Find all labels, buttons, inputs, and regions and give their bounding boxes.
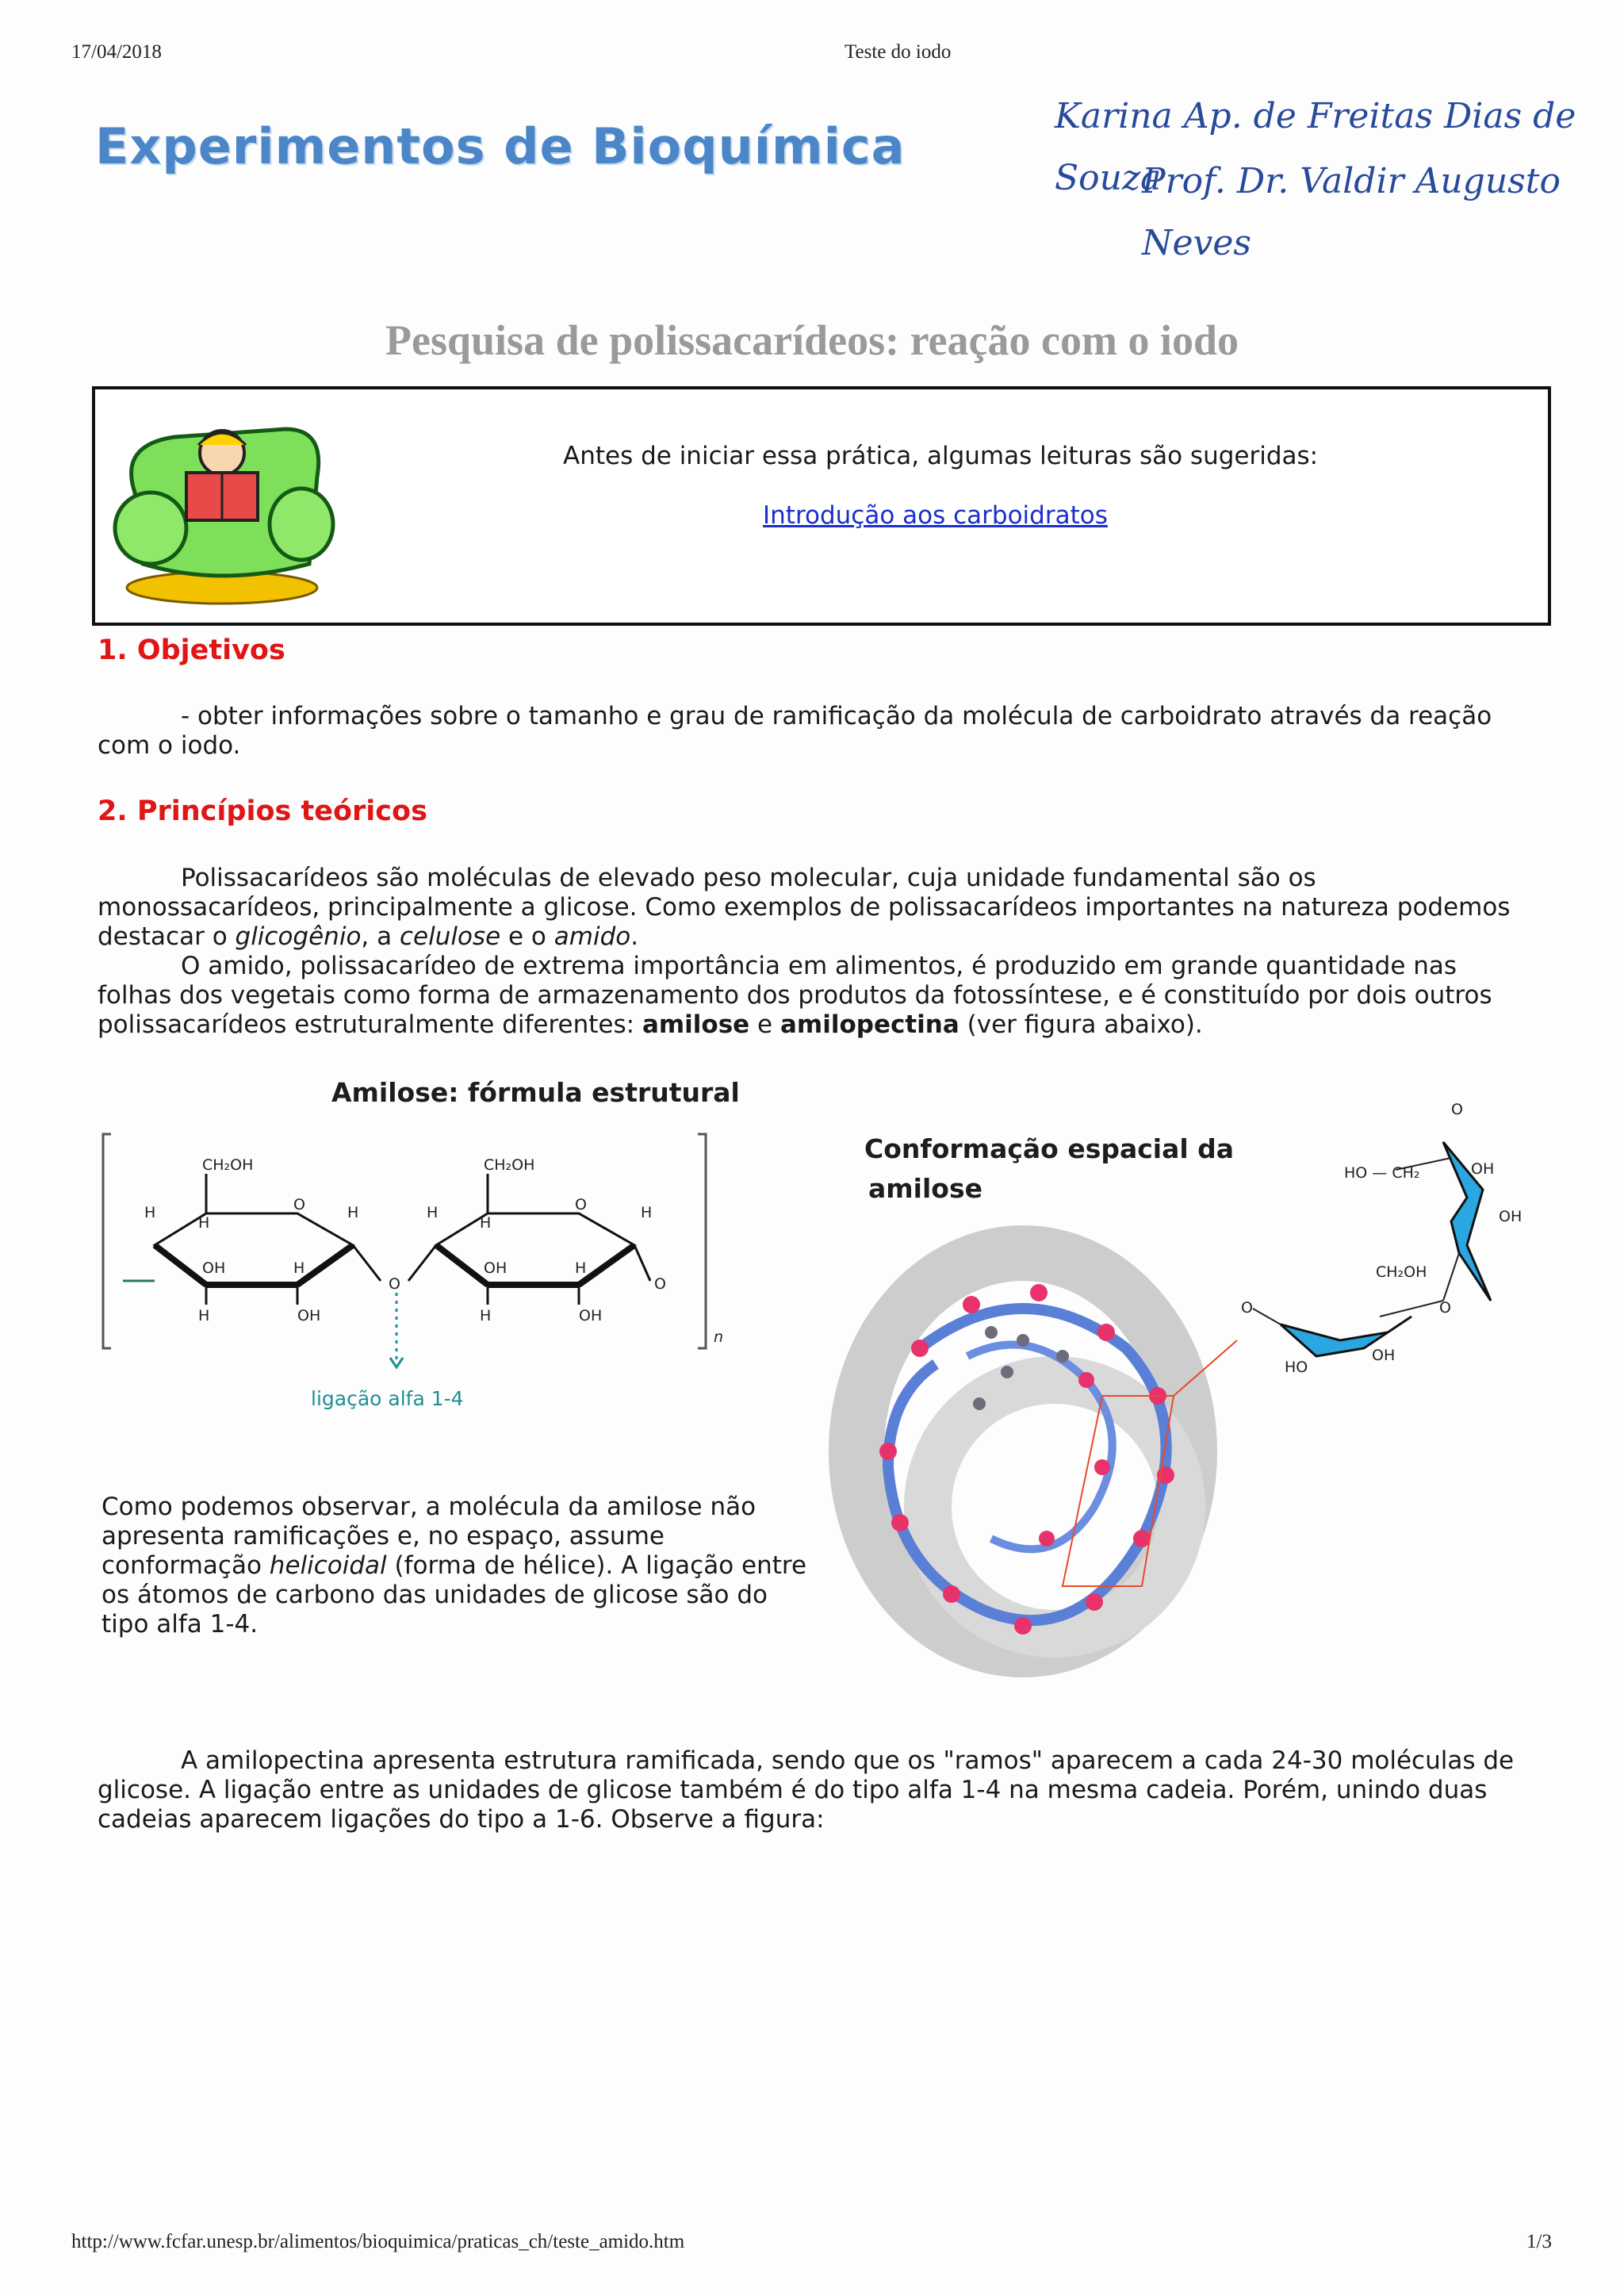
zoomed-glucose-units xyxy=(1241,1101,1522,1376)
ring-o-label: O xyxy=(293,1196,305,1213)
page-title: Pesquisa de polissacarídeos: reação com o iodo xyxy=(385,316,1239,364)
h-label: H xyxy=(480,1307,492,1324)
h-label: H xyxy=(347,1204,359,1221)
ch2oh-label: CH₂OH xyxy=(202,1156,254,1174)
reading-person-icon xyxy=(103,397,341,611)
h-label: H xyxy=(427,1204,439,1221)
objetivos-paragraph: - obter informações sobre o tamanho e grau de ramificação da molécula de carboidrato através da reação com o iodo. xyxy=(98,702,1492,760)
amylose-helix-figure xyxy=(825,1094,1538,1697)
ho-label: HO xyxy=(1285,1359,1308,1376)
helix-title-line-1: Conformação espacial da xyxy=(864,1133,1235,1164)
principios-paragraph-1: Polissacarídeos são moléculas de elevado peso molecular, cuja unidade fundamental são os monossacarídeos, principalmente a glicose. Como exemplos de polissacarídeos importantes na natureza podemos destacar o glicogênio, a celulose e o amido. xyxy=(98,864,1511,951)
ch2oh-label: CH₂OH xyxy=(1376,1263,1427,1281)
oh-label: OH xyxy=(1471,1160,1495,1178)
glucose-ring-1 xyxy=(144,1156,381,1324)
left-bracket xyxy=(103,1134,111,1348)
oh-label: OH xyxy=(202,1259,226,1277)
h-label: H xyxy=(575,1259,587,1277)
h-label: H xyxy=(198,1307,210,1324)
ring-o-label: O xyxy=(575,1196,587,1213)
h-label: H xyxy=(293,1259,305,1277)
oh-label: OH xyxy=(579,1307,603,1324)
author-1: Karina Ap. de Freitas Dias de Souza xyxy=(1055,96,1576,198)
author-2: Prof. Dr. Valdir Augusto Neves xyxy=(1142,161,1561,263)
glycosidic-o-label: O xyxy=(389,1275,400,1293)
carbohydrates-intro-link[interactable]: Introdução aos carboidratos xyxy=(763,501,1108,530)
ch2oh-label: CH₂OH xyxy=(484,1156,535,1174)
h-label: H xyxy=(641,1204,653,1221)
print-page-number: 1/3 xyxy=(1526,2231,1552,2252)
helix-title-line-2: amilose xyxy=(868,1173,982,1204)
h-label: H xyxy=(198,1214,210,1232)
o-label: O xyxy=(1439,1299,1451,1317)
oh-label: OH xyxy=(1372,1347,1396,1364)
principios-paragraph-2: O amido, polissacarídeo de extrema importância em alimentos, é produzido em grande quantidade nas folhas dos vegetais como forma de armazenamento dos produtos da fotossíntese, e é constituído por dois outros polissacarídeos estruturalmente diferentes: amilose e amilopectina (ver figura abaixo). xyxy=(98,952,1492,1039)
print-title: Teste do iodo xyxy=(845,41,952,63)
h-label: H xyxy=(144,1204,156,1221)
ho-ch2-label: HO — CH₂ xyxy=(1344,1164,1420,1182)
amilopectina-paragraph: A amilopectina apresenta estrutura ramificada, sendo que os "ramos" aparecem a cada 24-30 moléculas de glicose. A ligação entre as unidades de glicose também é do tipo alfa 1-4 na mesma cadeia. Porém, unindo duas cadeias aparecem ligações do tipo a 1-6. Observe a figura: xyxy=(98,1746,1515,1834)
oh-label: OH xyxy=(484,1259,508,1277)
o-label: O xyxy=(1241,1299,1253,1317)
reading-intro-text: Antes de iniciar essa prática, algumas leituras são sugeridas: xyxy=(563,442,1319,470)
amilose-caption: Como podemos observar, a molécula da amilose não apresenta ramificações e, no espaço, assume conformação helicoidal (forma de hélice). A ligação entre os átomos de carbono das unidades de glicose são do tipo alfa 1-4. xyxy=(102,1493,807,1639)
print-footer-url: http://www.fcfar.unesp.br/alimentos/bioquimica/praticas_ch/teste_amido.htm xyxy=(71,2231,685,2252)
site-title-logo: Experimentos de Bioquímica xyxy=(95,117,906,175)
right-bracket xyxy=(698,1134,706,1348)
oh-label: OH xyxy=(297,1307,321,1324)
alpha-1-4-bond-label: ligação alfa 1-4 xyxy=(311,1387,464,1410)
glycosidic-o-label: O xyxy=(654,1275,666,1293)
o-label: O xyxy=(1451,1101,1463,1118)
h-label: H xyxy=(480,1214,492,1232)
amylose-structural-formula xyxy=(95,1126,745,1428)
section-heading-principios: 2. Princípios teóricos xyxy=(98,795,427,827)
repeat-n-label: n xyxy=(714,1328,724,1346)
formula-figure-title: Amilose: fórmula estrutural xyxy=(331,1077,740,1108)
print-date: 17/04/2018 xyxy=(71,41,162,63)
principios-text xyxy=(98,864,1533,1040)
glucose-ring-2 xyxy=(427,1156,652,1324)
reading-suggestion-box xyxy=(92,386,1551,626)
oh-label: OH xyxy=(1499,1208,1522,1225)
section-heading-objetivos: 1. Objetivos xyxy=(98,634,285,666)
